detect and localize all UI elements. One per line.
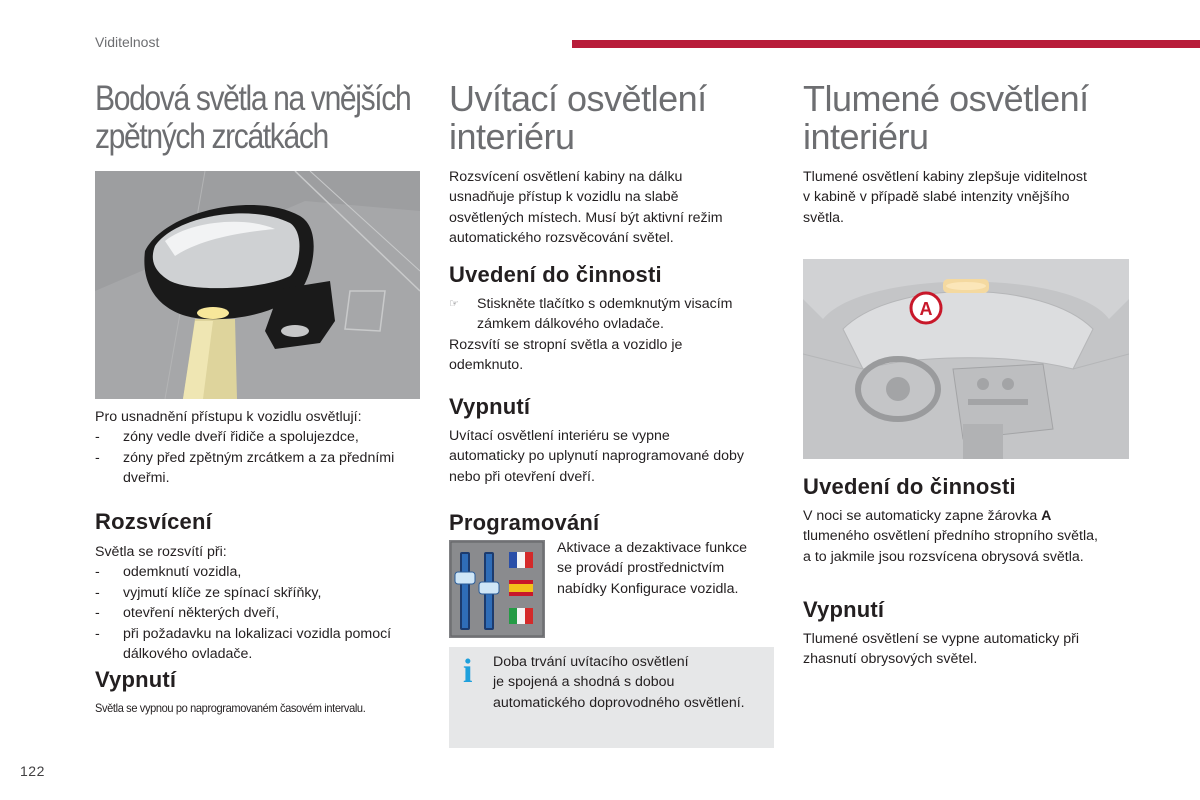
switch-on-intro: Světla se rozsvítí při: — [95, 544, 227, 560]
mirror-image — [95, 171, 420, 399]
switch-off-dimmed-text: Tlumené osvětlení se vypne automaticky při zhasnutí obrysových světel. — [803, 631, 1079, 668]
heading-switch-off-welcome: Vypnutí — [449, 394, 531, 419]
list-item: - při požadavku na lokalizaci vozidla pomocí — [95, 625, 392, 642]
info-box — [449, 647, 774, 748]
mirror-intro: Pro usnadnění přístupu k vozidlu osvětlují: — [95, 409, 362, 425]
configuration-menu-icon — [449, 540, 545, 638]
heading-programming: Programování — [449, 510, 600, 535]
title-welcome-lighting: Uvítací osvětlení interiéru — [449, 78, 707, 157]
column-welcome-lighting — [449, 80, 777, 156]
heading-switch-on: Rozsvícení — [95, 509, 212, 534]
activation-result: Rozsvítí se stropní světla a vozidlo je odemknuto. — [449, 336, 683, 374]
svg-text:A: A — [919, 299, 933, 319]
list-item: - otevření některých dveří, — [95, 605, 280, 622]
switch-off-mirror-text: Světla se vypnou po naprogramovaném časovém intervalu. — [95, 701, 366, 715]
info-icon: i — [463, 653, 473, 690]
column-dimmed-lighting — [803, 80, 1133, 156]
settings-sliders-icon — [449, 540, 545, 638]
list-item: - vyjmutí klíče ze spínací skříňky, — [95, 584, 322, 601]
mirror-spotlight-illustration — [95, 171, 420, 399]
list-item-continuation: dveřmi. — [123, 470, 170, 487]
welcome-intro: Rozsvícení osvětlení kabiny na dálku usnadňuje přístup k vozidlu na slabě osvětlených místech. Musí být aktivní režim automatického rozsvěcování světel. — [449, 169, 723, 247]
heading-switch-off-dimmed: Vypnutí — [803, 597, 885, 622]
list-item: - zóny před zpětným zrcátkem a za předními — [95, 449, 395, 466]
list-item-instruction: ☞ Stiskněte tlačítko s odemknutým visacím zámkem dálkového ovladače. — [449, 296, 733, 333]
switch-off-welcome-text: Uvítací osvětlení interiéru se vypne automaticky po uplynutí naprogramované doby nebo při otevření dveří. — [449, 428, 744, 485]
section-label: Viditelnost — [95, 34, 160, 50]
pointer-icon: ☞ — [449, 298, 459, 310]
list-item: - odemknutí vozidla, — [95, 564, 242, 581]
list-item-continuation: dálkového ovladače. — [123, 646, 253, 663]
title-dimmed-lighting: Tlumené osvětlení interiéru — [803, 78, 1089, 157]
list-item: - zóny vedle dveří řidiče a spolujezdce, — [95, 429, 359, 446]
info-text: Doba trvání uvítacího osvětlení je spojená a shodná s dobou automatického doprovodného osvětlení. — [493, 654, 745, 711]
programming-text: Aktivace a dezaktivace funkce se provádí prostřednictvím nabídky Konfigurace vozidla. — [557, 540, 748, 597]
header-accent-bar — [572, 40, 1200, 48]
heading-activation-welcome: Uvedení do činnosti — [449, 262, 662, 287]
title-mirror-spotlights: Bodová světla na vnějších zpětných zrcátkách — [95, 79, 411, 156]
column-mirror-spotlights — [95, 80, 425, 156]
dimmed-intro: Tlumené osvětlení kabiny zlepšuje viditelnost v kabině v případě slabé intenzity vnějšího světla. — [803, 169, 1087, 226]
cabin-interior-illustration — [803, 259, 1129, 459]
page-number: 122 — [20, 763, 45, 779]
activation-dimmed-text: V noci se automaticky zapne žárovka A tlumeného osvětlení předního stropního světla, a to jakmile jsou rozsvícena obrysová světla. — [803, 508, 1098, 565]
heading-switch-off-mirror: Vypnutí — [95, 667, 177, 692]
cabin-image — [803, 259, 1129, 459]
heading-activation-dimmed: Uvedení do činnosti — [803, 474, 1016, 499]
